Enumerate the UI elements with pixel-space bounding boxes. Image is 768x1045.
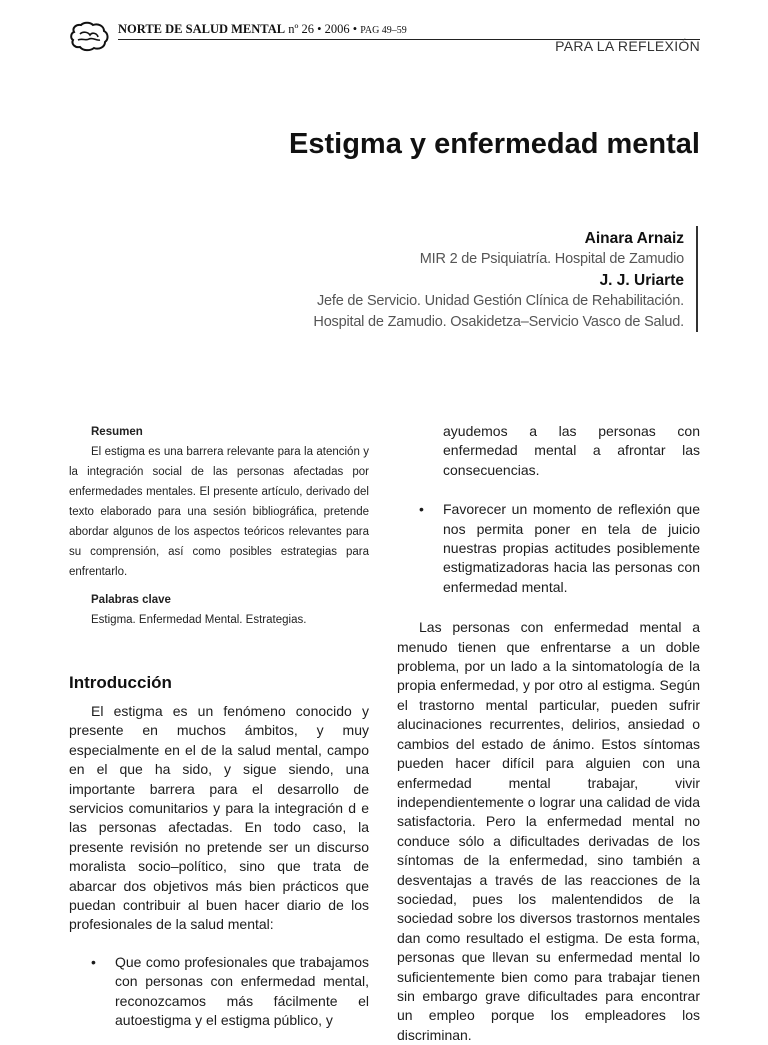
article-title: Estigma y enfermedad mental: [289, 128, 700, 160]
abstract-text: El estigma es una barrera relevante para la atención y la integración social de las personas afectadas por enfermedades mentales. El presente artículo, derivado del texto elaborado para una sesión bibliográfica, pretende abordar algunos de los aspectos teóricos relevantes para su comprensión, así como posibles estrategias para enfrentarlo.: [69, 446, 369, 578]
author-affiliation: Jefe de Servicio. Unidad Gestión Clínica de Rehabilitación.: [316, 293, 684, 309]
abstract: [69, 422, 369, 630]
author-affiliation: Hospital de Zamudio. Osakidetza–Servicio Vasco de Salud.: [313, 314, 684, 330]
journal-logo-icon: [68, 20, 112, 52]
journal-name: NORTE DE SALUD MENTAL: [118, 22, 286, 36]
keywords-heading: Palabras clave: [91, 594, 171, 606]
section-label: PARA LA REFLEXIÓN: [555, 38, 700, 54]
author-block: [313, 228, 684, 333]
running-header: [68, 18, 700, 62]
journal-pages: PAG 49–59: [360, 25, 407, 36]
author-block-bar: [696, 226, 698, 332]
list-item: [397, 500, 700, 597]
author-name: Ainara Arnaiz: [584, 230, 684, 247]
list-item-text: Favorecer un momento de reflexión que nos permita poner en tela de juicio nuestras propias actitudes posiblemente estigmatizadoras hacia las personas con enfermedad mental.: [443, 501, 700, 595]
abstract-heading: Resumen: [91, 426, 143, 438]
body-paragraph: Las personas con enfermedad mental a menudo tienen que enfrentarse a un doble problema, por un lado a la sintomatología de la propia enfermedad, y por otro al estigma. Según el trastorno mental particular, pueden sufrir alucinaciones recurrentes, delirios, ansiedad o cambios del estado de ánimo. Estos síntomas pueden hacer difícil para alguien con una enfermedad mental trabajar, vivir independientemente o lograr una calidad de vida satisfactoria. Pero la enfermedad mental no conduce sólo a dificultades derivadas de los síntomas de la enfermedad, sino también a desventajas a través de las reacciones de la sociedad, pues los malentendidos de la sociedad sobre los diversos trastornos mentales dan como resultado el estigma. De esta forma, personas que llevan su enfermedad mental lo suficientemente bien como para trabajar tienen sin embargo grave dificultades para encontrar un empleo porque los empleadores los discriminan.: [397, 619, 700, 1043]
bullet-icon: •: [419, 501, 424, 518]
journal-issue: nº 26 • 2006 •: [288, 22, 358, 36]
list-item-text: Que como profesionales que trabajamos con personas con enfermedad mental, reconozcamos más fácilmente el autoestigma y el estigma público, y: [115, 953, 369, 1029]
body-paragraph: El estigma es un fenómeno conocido y presente en muchos ámbitos, y muy especialmente en el de la salud mental, campo en el que ha sido, y sigue siendo, una importante barrera para el desarrollo de servicios comunitarios y para la integración d e las personas afectadas. En todo caso, la presente revisión no pretende ser un discurso moralista socio–político, sino que trata de abarcar dos objetivos más bien prácticos que puedan contribuir al buen hacer diario de los profesionales de la salud mental:: [69, 703, 369, 933]
author-affiliation: MIR 2 de Psiquiatría. Hospital de Zamudio: [419, 251, 684, 267]
author-name: J. J. Uriarte: [599, 272, 684, 289]
keywords-text: Estigma. Enfermedad Mental. Estrategias.: [91, 614, 307, 626]
section-heading-introduction: Introducción: [69, 673, 172, 692]
journal-citation: [118, 22, 407, 37]
list-item: [69, 953, 369, 1031]
left-column: [69, 422, 369, 1031]
list-item-continued: ayudemos a las personas con enfermedad mental a afrontar las consecuencias.: [443, 423, 700, 478]
right-column: [397, 422, 700, 1045]
bullet-icon: •: [91, 953, 96, 970]
